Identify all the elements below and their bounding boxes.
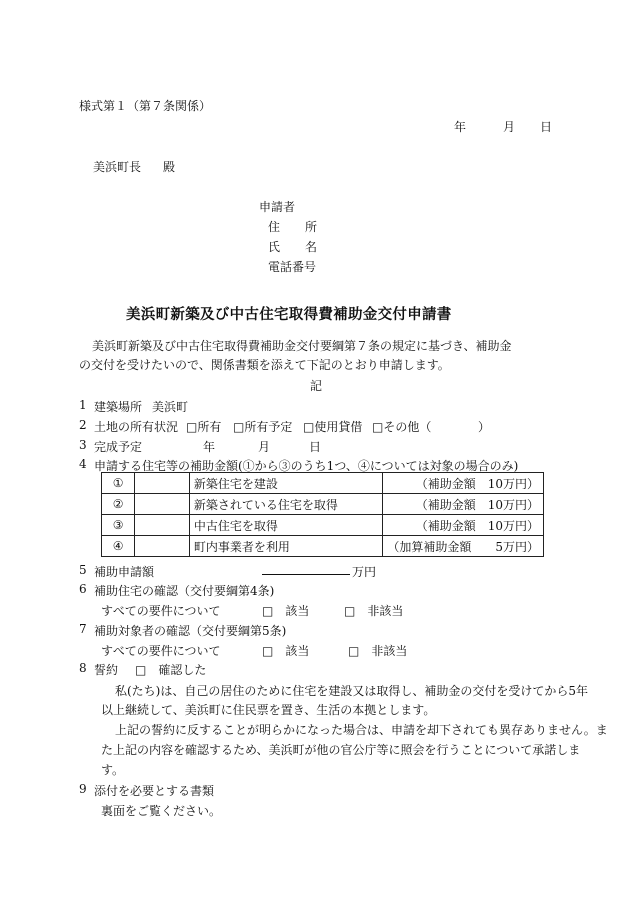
date-month-label: 月 [503,120,516,134]
table-row [102,515,544,536]
item2-label: 土地の所有状況 [94,420,179,434]
item4-label: 申請する住宅等の補助金額(①から③のうち1つ、④については対象の場合のみ) [94,459,519,473]
recipient-honorific: 殿 [163,160,176,174]
table-row [102,536,544,557]
item7-no-checkbox[interactable]: □ 非該当 [348,644,408,658]
applicant-heading: 申請者 [259,200,296,214]
completion-year: 年 [203,440,216,454]
pledge-p1-line1: 私(たち)は、自己の居住のために住宅を建設又は取得し、補助金の交付を受けてから5年 [115,684,589,698]
date-year-label: 年 [454,120,467,134]
page-title: 美浜町新築及び中古住宅取得費補助金交付申請書 [126,306,452,323]
row-amount: （加算補助金額 5万円） [383,536,544,557]
item3-number: 3 [79,438,87,452]
row-amount: （補助金額 10万円） [383,473,544,494]
row-check-cell[interactable] [135,515,190,536]
form-number: 様式第１（第７条関係） [79,99,212,113]
name-label-b: 名 [305,240,318,254]
item5-label: 補助申請額 [94,565,155,579]
land-option-other[interactable]: □その他（ [372,420,432,434]
completion-day: 日 [309,440,322,454]
item3-label: 完成予定 [94,440,143,454]
item8-label: 誓約 [94,663,119,677]
intro-line-2: の交付を受けたいので、関係書類を添えて下記のとおり申請します。 [79,358,450,372]
land-option-other-close: ） [478,420,491,434]
item6-yes-checkbox[interactable]: □ 該当 [262,604,310,618]
phone-label: 電話番号 [268,260,317,274]
row-description: 新築されている住宅を取得 [189,494,382,515]
ki-heading: 記 [310,379,323,393]
intro-line-1: 美浜町新築及び中古住宅取得費補助金交付要綱第７条の規定に基づき、補助金 [92,339,512,353]
item9-number: 9 [79,782,87,796]
item4-number: 4 [79,457,87,471]
item9-label: 添付を必要とする書類 [94,784,215,798]
pledge-p2-line2: た上記の内容を確認するため、美浜町が他の官公庁等に照会を行うことについて承諾しま [101,743,581,757]
pledge-p2-line3: す。 [101,763,125,777]
row-description: 中古住宅を取得 [189,515,382,536]
table-row [102,473,544,494]
date-day-label: 日 [540,120,553,134]
land-option-loan[interactable]: □使用貸借 [303,420,363,434]
item1-number: 1 [79,398,87,412]
item8-number: 8 [79,661,87,675]
land-option-planned[interactable]: □所有予定 [233,420,293,434]
land-option-owned[interactable]: □所有 [186,420,222,434]
address-label-a: 住 [268,220,281,234]
item7-label: 補助対象者の確認（交付要綱第5条) [94,624,287,638]
completion-month: 月 [258,440,271,454]
recipient-name: 美浜町長 [93,160,142,174]
item6-label: 補助住宅の確認（交付要綱第4条) [94,584,275,598]
address-label-b: 所 [305,220,318,234]
row-check-cell[interactable] [135,536,190,557]
item6-number: 6 [79,582,87,596]
row-number: ④ [102,536,135,557]
pledge-p2-line1: 上記の誓約に反することが明らかになった場合は、申請を却下されても異存ありません。ま [115,723,608,737]
row-description: 町内事業者を利用 [189,536,382,557]
item5-unit: 万円 [352,565,377,579]
row-check-cell[interactable] [135,494,190,515]
subsidy-amount-table [101,472,544,557]
pledge-confirm-checkbox[interactable]: □ 確認した [135,663,207,677]
requested-amount-field[interactable] [262,563,350,578]
table-row [102,494,544,515]
pledge-p1-line2: 以上継続して、美浜町に住民票を置き、生活の本拠とします。 [101,703,436,717]
name-label-a: 氏 [268,240,281,254]
row-amount: （補助金額 10万円） [383,515,544,536]
item9-note: 裏面をご覧ください。 [101,804,222,818]
item1-label: 建築場所 [94,400,143,414]
row-check-cell[interactable] [135,473,190,494]
item7-sub: すべての要件について [101,644,221,658]
item6-no-checkbox[interactable]: □ 非該当 [344,604,404,618]
row-number: ① [102,473,135,494]
row-description: 新築住宅を建設 [189,473,382,494]
row-number: ② [102,494,135,515]
item2-number: 2 [79,418,87,432]
row-number: ③ [102,515,135,536]
row-amount: （補助金額 10万円） [383,494,544,515]
item6-sub: すべての要件について [101,604,221,618]
item5-number: 5 [79,563,87,577]
item7-yes-checkbox[interactable]: □ 該当 [262,644,310,658]
item1-value: 美浜町 [152,400,189,414]
item7-number: 7 [79,622,87,636]
